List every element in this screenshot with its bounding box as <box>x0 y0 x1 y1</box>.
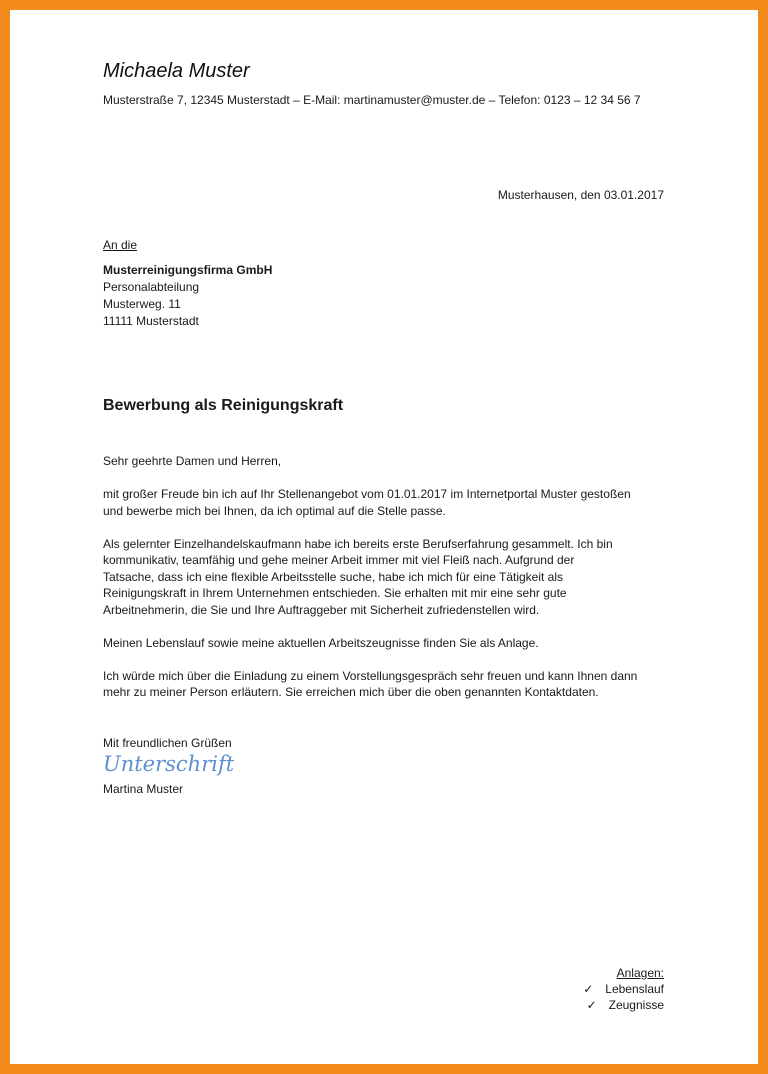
salutation: Sehr geehrte Damen und Herren, <box>103 454 282 468</box>
recipient-department: Personalabteilung <box>103 280 200 294</box>
sender-contact-line: Musterstraße 7, 12345 Musterstadt – E-Mail: martinamuster@muster.de – Telefon: 0123 – 12 34 56 7 <box>103 93 641 107</box>
recipient-prefix: An die <box>103 238 138 252</box>
date-line: Musterhausen, den 03.01.2017 <box>497 188 664 202</box>
letter-subject: Bewerbung als Reinigungskraft <box>103 397 344 414</box>
body-paragraph-2: Als gelernter Einzelhandelskaufmann habe ich bereits erste Berufserfahrung gesammelt. Ich bin kommunikativ, teamfähig und gehe meiner Arbeit immer mit viel Fleiß nach. Aufgrund der Tatsache, dass ich eine flexible Arbeitsstelle suche, habe ich mich für eine Tätigkeit als Reinigungskraft in Ihrem Unternehmen entschieden. Sie erhalten mit mir eine sehr gute Arbeitnehmerin, die Sie und Ihre Auftraggeber mit Sicherheit zufriedenstellen wird. <box>103 536 613 617</box>
check-icon: ✓ <box>586 998 597 1012</box>
attachment-item <box>583 981 664 997</box>
closing-phrase: Mit freundlichen Grüßen <box>103 736 232 750</box>
recipient-city: 11111 Musterstadt <box>103 314 199 328</box>
attachments-list <box>583 965 664 1013</box>
attachments-title: Anlagen: <box>616 966 664 980</box>
recipient-address <box>103 262 272 330</box>
recipient-company: Musterreinigungsfirma GmbH <box>103 263 273 277</box>
body-paragraph-1: mit großer Freude bin ich auf Ihr Stellenangebot vom 01.01.2017 im Internetportal Muster gestoßen und bewerbe mich bei Ihnen, da ich optimal auf die Stelle passe. <box>103 487 631 518</box>
attachment-item <box>583 997 664 1013</box>
signature: Unterschrift <box>103 752 235 776</box>
sender-name: Michaela Muster <box>103 60 250 82</box>
attachment-label: Lebenslauf <box>605 982 664 996</box>
signer-name: Martina Muster <box>103 782 184 796</box>
body-paragraph-4: Ich würde mich über die Einladung zu einem Vorstellungsgespräch sehr freuen und kann Ihnen dann mehr zu meiner Person erläutern. Sie erreichen mich über die oben genannten Kontaktdaten. <box>103 668 638 699</box>
body-paragraph-3: Meinen Lebenslauf sowie meine aktuellen Arbeitszeugnisse finden Sie als Anlage. <box>103 635 539 650</box>
recipient-street: Musterweg. 11 <box>103 297 181 311</box>
check-icon: ✓ <box>583 982 594 996</box>
attachment-label: Zeugnisse <box>608 998 664 1012</box>
letter-body <box>103 453 673 717</box>
